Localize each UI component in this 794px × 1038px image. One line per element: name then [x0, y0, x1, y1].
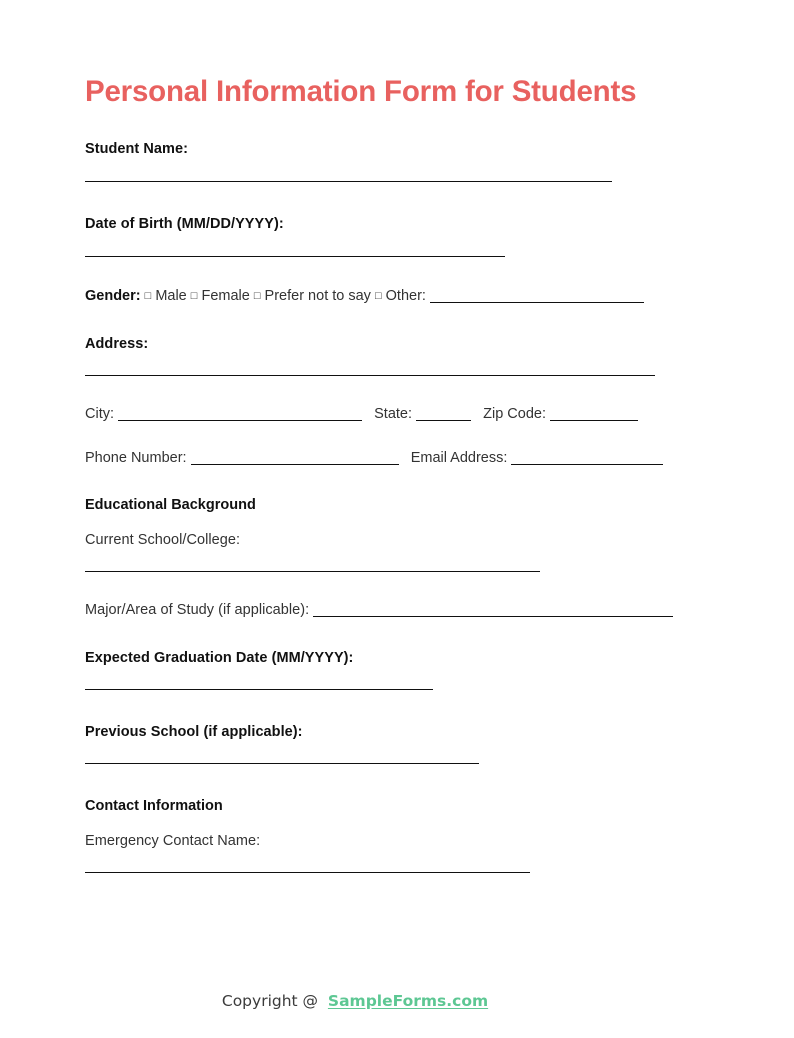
phone-number-label: Phone Number:	[85, 450, 187, 466]
city-state-zip-row	[85, 405, 710, 423]
section-contact-information	[85, 797, 710, 815]
city-label: City:	[85, 406, 114, 422]
sampleforms-link[interactable]: SampleForms.com	[327, 992, 489, 1010]
phone-number-write-line[interactable]	[191, 464, 399, 465]
graduation-date-label: Expected Graduation Date (MM/YYYY):	[85, 650, 354, 666]
field-graduation-date	[85, 649, 710, 690]
field-date-of-birth	[85, 215, 710, 257]
copyright-text: Copyright @	[221, 992, 319, 1010]
field-city-state-zip	[85, 405, 710, 423]
major-row	[85, 601, 710, 619]
field-student-name	[85, 140, 710, 182]
current-school-write-line[interactable]	[85, 571, 540, 572]
form-content	[85, 0, 710, 873]
student-name-label: Student Name:	[85, 141, 188, 157]
graduation-date-write-line[interactable]	[85, 689, 433, 690]
field-previous-school	[85, 723, 710, 764]
gender-option-male-label: Male	[155, 288, 187, 304]
educational-background-heading: Educational Background	[85, 497, 256, 513]
email-address-label: Email Address:	[410, 450, 508, 466]
field-address	[85, 335, 710, 376]
current-school-label: Current School/College:	[85, 532, 241, 548]
zip-code-label: Zip Code:	[483, 406, 547, 422]
gender-option-prefer-not-to-say-label: Prefer not to say	[264, 288, 371, 304]
address-write-line[interactable]	[85, 375, 655, 376]
contact-information-heading: Contact Information	[85, 798, 223, 814]
field-major	[85, 601, 710, 619]
footer-copyright	[0, 992, 794, 1010]
gender-other-write-line[interactable]	[430, 302, 644, 303]
email-address-write-line[interactable]	[511, 464, 663, 465]
address-label: Address:	[85, 336, 149, 352]
city-write-line[interactable]	[118, 420, 362, 421]
field-phone-email	[85, 449, 710, 467]
state-write-line[interactable]	[416, 420, 471, 421]
field-current-school	[85, 531, 710, 572]
date-of-birth-write-line[interactable]	[85, 256, 505, 257]
emergency-contact-name-write-line[interactable]	[85, 872, 530, 873]
previous-school-label: Previous School (if applicable):	[85, 724, 303, 740]
gender-option-female-label: Female	[201, 288, 250, 304]
field-emergency-contact-name	[85, 832, 710, 873]
student-name-write-line[interactable]	[85, 181, 612, 182]
major-write-line[interactable]	[313, 616, 673, 617]
gender-option-other-label: Other:	[385, 288, 426, 304]
field-gender	[85, 287, 710, 305]
zip-code-write-line[interactable]	[550, 420, 638, 421]
page-title: Personal Information Form for Students	[85, 75, 637, 108]
checkbox-square-icon-other[interactable]: □	[374, 290, 382, 302]
gender-label: Gender:	[85, 288, 141, 304]
checkbox-square-icon-female[interactable]: □	[190, 290, 198, 302]
state-label: State:	[374, 406, 413, 422]
gender-row	[85, 287, 710, 305]
major-label: Major/Area of Study (if applicable):	[85, 602, 310, 618]
phone-email-row	[85, 449, 710, 467]
emergency-contact-name-label: Emergency Contact Name:	[85, 833, 261, 849]
checkbox-square-icon-male[interactable]: □	[144, 290, 152, 302]
previous-school-write-line[interactable]	[85, 763, 479, 764]
section-educational-background	[85, 496, 710, 514]
date-of-birth-label: Date of Birth (MM/DD/YYYY):	[85, 216, 284, 232]
checkbox-square-icon-prefer-not-to-say[interactable]: □	[253, 290, 261, 302]
